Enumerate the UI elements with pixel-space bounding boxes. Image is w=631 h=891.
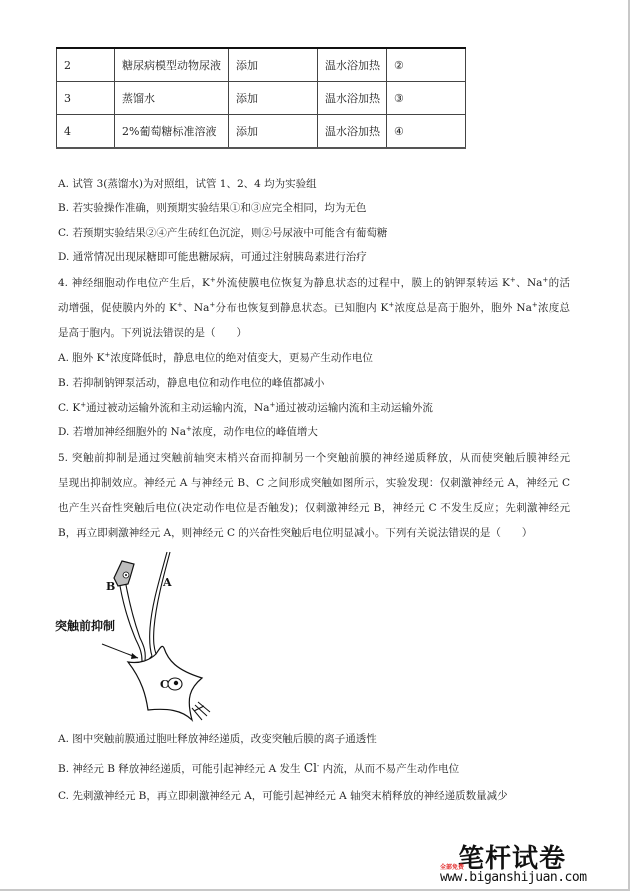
reagent: 添加 <box>229 82 318 115</box>
q3-option-d: D. 通常情况出现尿糖即可能患糖尿病，可通过注射胰岛素进行治疗 <box>58 251 367 263</box>
table-row <box>57 115 466 149</box>
reagent: 添加 <box>229 115 318 149</box>
watermark-free-tag: 全部免费 <box>440 864 465 871</box>
experiment-table <box>56 47 466 149</box>
watermark-url: www.biganshijuan.com <box>440 870 587 885</box>
q5-stem-line-1: 5. 突触前抑制是通过突触前轴突末梢兴奋而抑制另一个突触前膜的神经递质释放，从而使突触后膜神经元 <box>58 452 570 464</box>
q5-option-a: A. 图中突触前膜通过胞吐释放神经递质，改变突触后膜的离子通透性 <box>58 733 377 745</box>
test-liquid: 蒸馏水 <box>115 82 229 115</box>
watermark-title: 笔杆试卷 <box>458 844 567 874</box>
q4-option-d: D. 若增加神经细胞外的 Na+浓度，动作电位的峰值增大 <box>58 425 318 438</box>
watermark-logo <box>440 838 620 888</box>
reagent: 添加 <box>229 48 318 82</box>
figure-caption: 突触前抑制 <box>55 619 116 633</box>
q5-stem-line-3: 也产生兴奋性突触后电位(决定动作电位是否触发)；仅刺激神经元 B，神经元 C 不发生反应；先刺激神经元 <box>58 502 570 514</box>
q5-stem-line-2: 呈现出抑制效应。神经元 A 与神经元 B、C 之间形成突触如图所示，实验发现：仅刺激神经元 A，神经元 C <box>58 477 570 489</box>
result: ④ <box>387 115 466 149</box>
label-b: B <box>106 580 116 593</box>
test-liquid: 糖尿病模型动物尿液 <box>115 48 229 82</box>
tube-number: 3 <box>57 82 115 115</box>
condition: 温水浴加热 <box>318 82 387 115</box>
q4-stem-line-3: 是高于胞内。下列说法错误的是（ ） <box>58 327 247 339</box>
q3-option-a: A. 试管 3(蒸馏水)为对照组，试管 1、2、4 均为实验组 <box>58 178 317 190</box>
result: ② <box>387 48 466 82</box>
table-row <box>57 82 466 115</box>
q3-option-b: B. 若实验操作准确，则预期实验结果①和③应完全相同，均为无色 <box>58 202 367 214</box>
q4-option-a: A. 胞外 K+浓度降低时，静息电位的绝对值变大，更易产生动作电位 <box>58 351 373 364</box>
q4-option-c: C. K+通过被动运输外流和主动运输内流，Na+通过被动运输内流和主动运输外流 <box>58 401 433 414</box>
table-row <box>57 48 466 82</box>
q5-option-c: C. 先刺激神经元 B，再立即刺激神经元 A，可能引起神经元 A 轴突末梢释放的神经递质数量减少 <box>58 790 508 802</box>
label-a: A <box>163 576 172 589</box>
q5-option-b: B. 神经元 B 释放神经递质，可能引起神经元 A 发生 Cl- 内流，从而不易产生动作电位 <box>58 761 460 775</box>
synapse-diagram <box>52 548 242 728</box>
label-c: C <box>160 678 169 691</box>
q4-stem-line-1: 4. 神经细胞动作电位产生后，K+外流使膜电位恢复为静息状态的过程中，膜上的钠钾泵转运 K+、Na+的活 <box>58 276 571 289</box>
neuron-figure <box>52 548 242 728</box>
condition: 温水浴加热 <box>318 48 387 82</box>
tube-number: 4 <box>57 115 115 149</box>
test-liquid: 2%葡萄糖标准溶液 <box>115 115 229 149</box>
q5-stem-line-4: B，再立即刺激神经元 A，则神经元 C 的兴奋性突触后电位明显减小。下列有关说法错误的是（ ） <box>58 527 533 539</box>
q4-option-b: B. 若抑制钠钾泵活动，静息电位和动作电位的峰值都减小 <box>58 377 325 389</box>
neuron-b-soma <box>114 561 134 586</box>
q4-stem-line-2: 动增强，促使膜内外的 K+、Na+分布也恢复到静息状态。已知胞内 K+浓度总是高于胞外，胞外 Na+浓度总 <box>58 301 570 314</box>
condition: 温水浴加热 <box>318 115 387 149</box>
q3-option-c: C. 若预期实验结果②④产生砖红色沉淀，则②号尿液中可能含有葡萄糖 <box>58 227 388 239</box>
tube-number: 2 <box>57 48 115 82</box>
result: ③ <box>387 82 466 115</box>
